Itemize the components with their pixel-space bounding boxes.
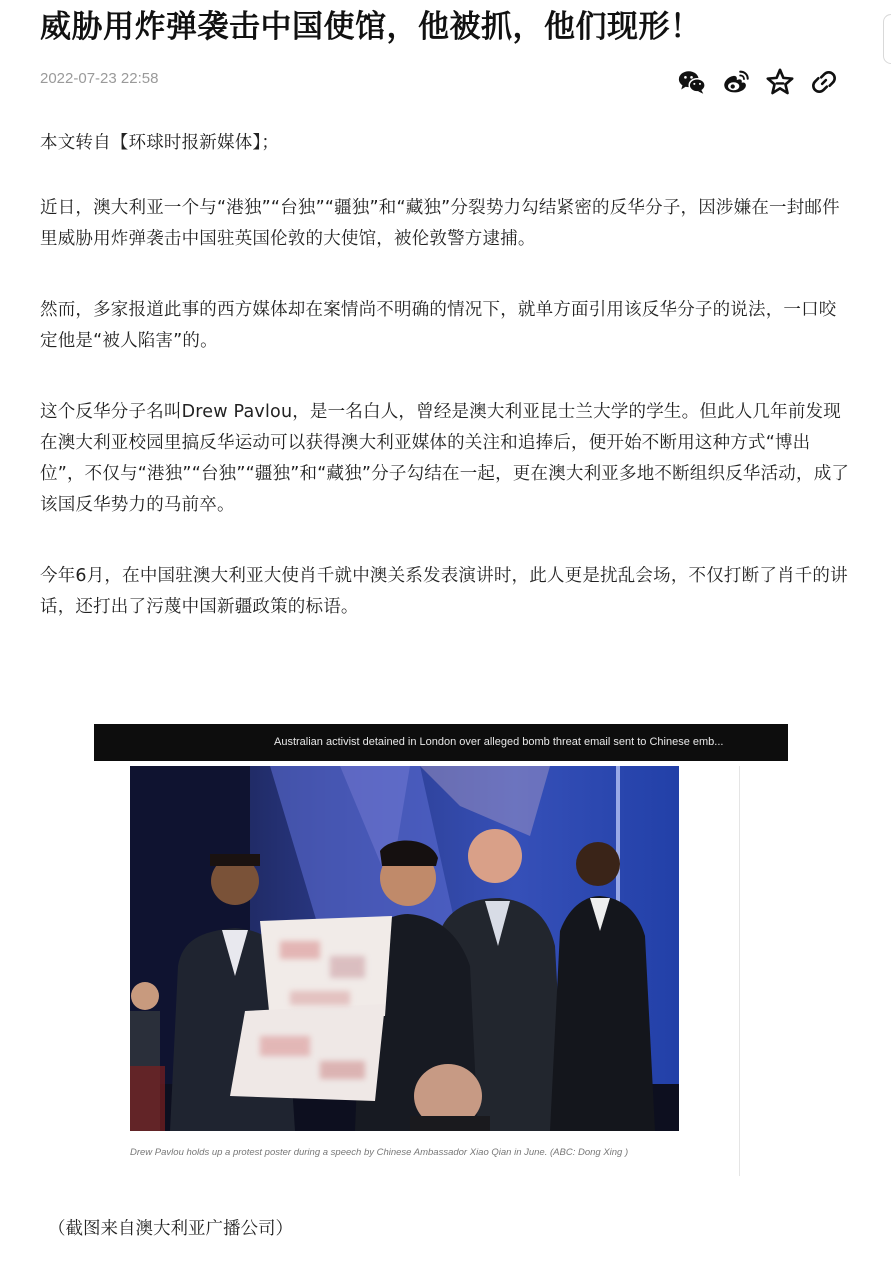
article-meta	[40, 66, 850, 102]
protest-photo-illustration	[130, 766, 679, 1131]
article-body	[40, 128, 850, 663]
protest-photo	[130, 766, 679, 1131]
copy-link-button[interactable]	[808, 66, 840, 98]
paragraph: 这个反华分子名叫Drew Pavlou，是一名白人，曾经是澳大利亚昆士兰大学的学生。但此人几年前发现在澳大利亚校园里搞反华运动可以获得澳大利亚媒体的关注和追捧后，便开始不断用这种方式“博出位”，不仅与“港独”“台独”“疆独”和“藏独”分子勾结在一起，更在澳大利亚多地不断组织反华活动，成了该国反华势力的马前卒。	[40, 402, 850, 515]
link-icon	[809, 67, 839, 97]
figure-caption: Drew Pavlou holds up a protest poster during a speech by Chinese Ambassador Xiao Qian in June. (ABC: Dong Xing )	[130, 1147, 629, 1158]
figure-headline-bar: Australian activist detained in London over alleged bomb threat email sent to Chinese emb...	[94, 724, 788, 761]
paragraph-source: 本文转自【环球时报新媒体】；	[40, 133, 280, 153]
edge-handle[interactable]	[883, 14, 891, 64]
figure-divider	[739, 766, 740, 1176]
favorite-button[interactable]	[764, 66, 796, 98]
paragraph: 然而，多家报道此事的西方媒体却在案情尚不明确的情况下，就单方面引用该反华分子的说法，一口咬定他是“被人陷害”的。	[40, 300, 837, 351]
paragraph: 今年6月，在中国驻澳大利亚大使肖千就中澳关系发表演讲时，此人更是扰乱会场，不仅打断了肖千的讲话，还打出了污蔑中国新疆政策的标语。	[40, 566, 848, 617]
share-bar	[676, 66, 840, 98]
weibo-share-button[interactable]	[720, 66, 752, 98]
favorite-star-icon	[765, 67, 795, 97]
weibo-icon	[721, 67, 751, 97]
wechat-icon	[677, 67, 707, 97]
wechat-share-button[interactable]	[676, 66, 708, 98]
publish-date: 2022-07-23 22:58	[40, 70, 159, 87]
article-title: 威胁用炸弹袭击中国使馆，他被抓，他们现形！	[40, 9, 702, 45]
news-screenshot-figure	[94, 724, 788, 1179]
image-credit: （截图来自澳大利亚广播公司）	[48, 1219, 293, 1239]
paragraph: 近日，澳大利亚一个与“港独”“台独”“疆独”和“藏独”分裂势力勾结紧密的反华分子，因涉嫌在一封邮件里威胁用炸弹袭击中国驻英国伦敦的大使馆，被伦敦警方逮捕。	[40, 198, 840, 249]
